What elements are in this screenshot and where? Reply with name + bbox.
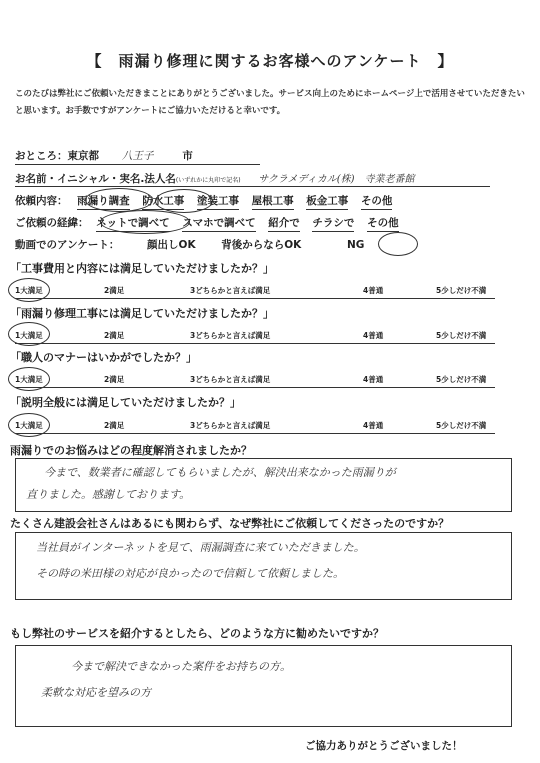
question-4: 「説明全般には満足していただけましたか？」 [10, 396, 241, 409]
request-option-waterproofing[interactable]: 防水工事 [142, 193, 184, 210]
rating-3-very-satisfied[interactable]: 1大満足 [15, 375, 43, 384]
open-answer-2-box[interactable] [15, 532, 512, 600]
open-answer-3-line-2: 柔軟な対応を望みの方 [41, 686, 151, 699]
request-label: 依頼内容： [15, 195, 68, 207]
video-option-ng[interactable]: NG [346, 239, 365, 251]
rating-1-line [15, 298, 495, 299]
open-answer-3-box[interactable] [15, 645, 512, 727]
rating-1-somewhat-satisfied[interactable]: 3どちらかと言えば満足 [190, 286, 271, 295]
page-title: 【 雨漏り修理に関するお客様へのアンケート 】 [86, 52, 454, 70]
channel-label: ご依頼の経緯： [15, 217, 89, 229]
rating-1-very-satisfied[interactable]: 1大満足 [15, 286, 43, 295]
open-question-2: たくさん建設会社さんはあるにも関わらず、なぜ弊社にご依頼してくださったのですか？ [10, 517, 450, 530]
rating-3-slightly-dissatisfied[interactable]: 5少しだけ不満 [436, 375, 487, 384]
question-3: 「職人のマナーはいかがでしたか？」 [10, 351, 197, 364]
video-option-face-ok[interactable]: 顔出しOK [147, 239, 196, 251]
channel-option-smartphone[interactable]: スマホで調べて [182, 215, 255, 232]
intro-text: このたびは弊社にご依頼いただきまことにありがとうございました。サービス向上のためにホームページ上で活用させていただきたいと思います。お手数ですがアンケートにご協力いただけると幸いです。 [15, 89, 525, 116]
video-choice-circle [378, 232, 418, 256]
name-note: (いずれかに丸印で記名) [175, 177, 241, 184]
rating-4-line [15, 433, 495, 434]
name-underline [15, 186, 490, 187]
rating-1-slightly-dissatisfied[interactable]: 5少しだけ不満 [436, 286, 487, 295]
rating-4-somewhat-satisfied[interactable]: 3どちらかと言えば満足 [190, 421, 271, 430]
open-question-3: もし弊社のサービスを紹介するとしたら、どのような方に勧めたいですか？ [10, 627, 384, 640]
rating-4-very-satisfied[interactable]: 1大満足 [15, 421, 43, 430]
channel-choice-circle [100, 210, 190, 234]
video-option-back-ok[interactable]: 背後からならOK [221, 239, 302, 251]
rating-4-satisfied[interactable]: 2満足 [104, 421, 125, 430]
open-answer-3-line-1: 今まで解決できなかった案件をお持ちの方。 [71, 660, 291, 673]
channel-row [15, 215, 408, 232]
rating-3-neutral[interactable]: 4普通 [363, 375, 384, 384]
video-row [15, 237, 364, 252]
video-label: 動画でのアンケート： [15, 239, 120, 251]
open-answer-1-line-2: 直りました。感謝しております。 [26, 488, 191, 501]
question-2: 「雨漏り修理工事には満足していただけましたか？」 [10, 307, 274, 320]
rating-3-line [15, 387, 495, 388]
open-question-1: 雨漏りでのお悩みはどの程度解消されましたか？ [10, 444, 252, 457]
address-city-suffix: 市 [182, 150, 193, 162]
request-option-painting[interactable]: 塗装工事 [197, 193, 239, 210]
rating-2-satisfied[interactable]: 2満足 [104, 331, 125, 340]
open-answer-2-line-1: 当社員がインターネットを見て、雨漏調査に来ていただきました。 [36, 541, 365, 554]
rating-2-line [15, 343, 495, 344]
rating-2-neutral[interactable]: 4普通 [363, 331, 384, 340]
channel-option-net[interactable]: ネットで調べて [96, 215, 170, 232]
rating-4-neutral[interactable]: 4普通 [363, 421, 384, 430]
open-answer-1-line-1: 今まで、数業者に確認してもらいましたが、解決出来なかった雨漏りが [44, 466, 396, 479]
rating-2-slightly-dissatisfied[interactable]: 5少しだけ不満 [436, 331, 487, 340]
rating-3-satisfied[interactable]: 2満足 [104, 375, 125, 384]
channel-option-referral[interactable]: 紹介で [268, 215, 300, 232]
request-choice-circle-2 [155, 189, 213, 213]
open-answer-1-box[interactable] [15, 458, 512, 512]
address-city-value: 八王子 [121, 150, 154, 162]
address-row [15, 148, 193, 163]
address-underline [15, 164, 260, 165]
address-label: おところ：東京都 [15, 150, 99, 162]
rating-2-very-satisfied[interactable]: 1大満足 [15, 331, 43, 340]
rating-3-somewhat-satisfied[interactable]: 3どちらかと言えば満足 [190, 375, 271, 384]
thanks-message: ご協力ありがとうございました！ [305, 740, 463, 752]
request-option-leak-survey[interactable]: 雨漏り調査 [77, 193, 130, 210]
name-value: サクラメディカル(株) 寺業老番館 [258, 174, 415, 185]
channel-option-other[interactable]: その他 [367, 215, 399, 232]
request-option-sheet-metal[interactable]: 板金工事 [306, 193, 348, 210]
rating-1-satisfied[interactable]: 2満足 [104, 286, 125, 295]
rating-4-slightly-dissatisfied[interactable]: 5少しだけ不満 [436, 421, 487, 430]
channel-option-flyer[interactable]: チラシで [312, 215, 354, 232]
rating-2-somewhat-satisfied[interactable]: 3どちらかと言えば満足 [190, 331, 271, 340]
request-choice-circle [85, 188, 153, 212]
request-option-other[interactable]: その他 [361, 193, 393, 210]
question-1: 「工事費用と内容には満足していただけましたか？」 [10, 262, 274, 275]
rating-1-neutral[interactable]: 4普通 [363, 286, 384, 295]
request-option-roofing[interactable]: 屋根工事 [252, 193, 294, 210]
name-row [15, 170, 415, 186]
name-label: お名前・イニシャル・実名.法人名 [15, 173, 176, 185]
open-answer-2-line-2: その時の米田様の対応が良かったので信頼して依頼しました。 [36, 567, 344, 580]
